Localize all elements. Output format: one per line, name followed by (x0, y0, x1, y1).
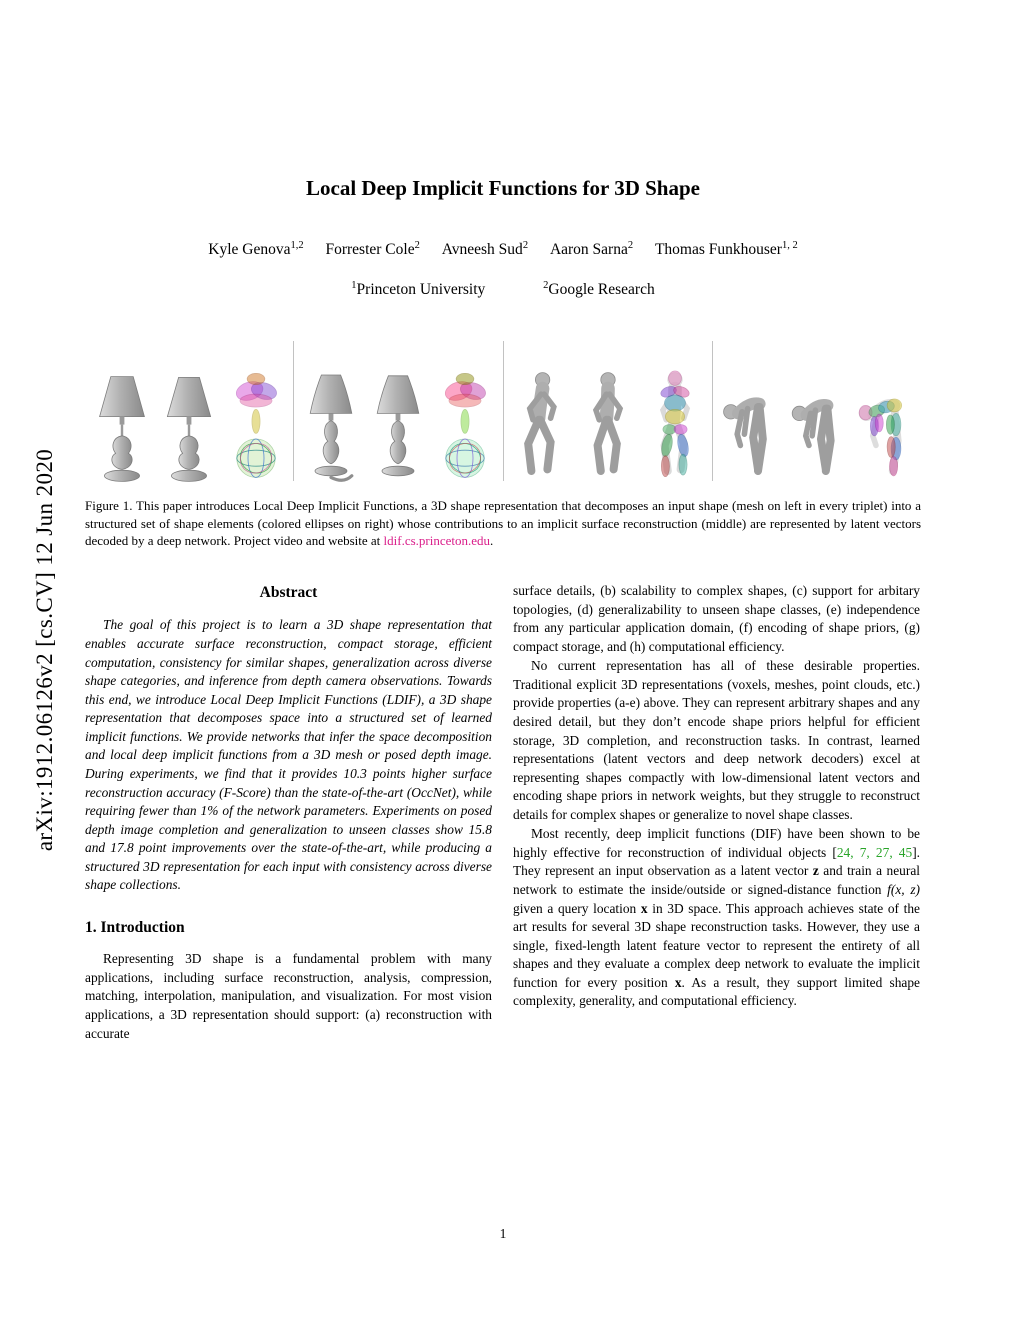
authors-line (85, 241, 921, 259)
affiliation: $^2$Google Research (543, 279, 655, 298)
lamp-input-render (299, 339, 363, 487)
abstract-text: The goal of this project is to learn a 3D shape representation that enables accurate surface reconstruction, compact storage, efficient computation, consistency for similar shapes, generalization across diverse shape categories, and inference from depth camera observations. Towards this end, we introduce Local Deep Implicit Functions (LDIF), a 3D shape representation that decomposes space into a structured set of learned implicit functions. We provide networks that infer the space decomposition and local deep implicit functions from a 3D mesh or posed depth image. During experiments, we find that it provides 10.3 points higher surface reconstruction accuracy (F-Score) than the state-of-the-art (OccNet), while requiring fewer than 1% of the network parameters. Experiments on posed depth image completion and generalization to unseen classes show 15.8 and 17.8 point improvements over the state-of-the-art, while producing a structured 3D representation for each input with consistency across diverse shape collections. (85, 617, 492, 893)
figure-triplet-human-2 (713, 335, 921, 487)
author: Forrester Cole$^2$ (325, 239, 420, 258)
lamp-shape-elements-render (224, 339, 288, 487)
project-website-link[interactable]: ldif.cs.princeton.edu (383, 533, 491, 549)
author: Avneesh Sud$^2$ (441, 239, 529, 258)
author: Kyle Genova$^{1,2}$ (208, 239, 304, 258)
paper-title: Local Deep Implicit Functions for 3D Shape (306, 176, 700, 200)
citation-links[interactable]: 24, 7, 27, 45 (836, 844, 913, 860)
math-vector-x: x (674, 974, 682, 990)
two-column-body (85, 582, 921, 1043)
figure-caption: Figure 1. This paper introduces Local Deep Implicit Functions, a 3D shape representation that decomposes an input shape (mesh on left in every triplet) into a structured set of shape elements (colored ellipses on right) whose contributions to an implicit surface reconstruction (middle) are represented by latent vectors decoded by a deep network. Project video and website at ldif.cs.princeton.edu. (85, 498, 921, 549)
human-input-render (718, 339, 782, 487)
author-superscript: 2 (627, 239, 634, 251)
math-vector-z: z (812, 863, 819, 879)
human-shape-elements-render (852, 339, 916, 487)
author-superscript: 1, 2 (781, 239, 798, 251)
figure-1 (85, 335, 921, 487)
figure-triplet-lamp-1 (85, 335, 293, 487)
math-function-f: f(x, z) (887, 882, 920, 898)
lamp-input-render (90, 339, 154, 487)
author-superscript: 2 (414, 239, 420, 251)
right-column (513, 582, 920, 1043)
paragraph-representations: No current representation has all of these desirable properties. Traditional explicit 3D representations (voxels, meshes, point clouds, etc.) provide properties (a-e) above. They can represent arbitrary shapes and any desired detail, but they don’t encode shape priors helpful for efficient storage, 3D completion, and reconstruction tasks. In contrast, learned representations (latent vectors and deep network decoders) excel at representing shapes compactly with low-dimensional latent vectors and encoding shape priors in network weights, but they struggle to reconstruct details for complex shapes or generalize to novel shape classes. (513, 658, 920, 822)
lamp-shape-elements-render (433, 339, 497, 487)
human-reconstruction-render (785, 339, 849, 487)
affiliation: $^1$Princeton University (351, 279, 486, 298)
arxiv-stamp: arXiv:1912.06126v2 [cs.CV] 12 Jun 2020 (32, 448, 57, 852)
page-number: 1 (499, 1226, 507, 1241)
left-column (85, 582, 492, 1043)
paragraph-desired-properties: surface details, (b) scalability to complex shapes, (c) support for arbitary topologies, (d) generalizability to unseen shape classes, (e) independence from any particular application domain, (f) encoding of shape priors, (g) compact storage, and (h) computational efficiency. (513, 583, 920, 654)
lamp-reconstruction-render (157, 339, 221, 487)
author-superscript: 2 (522, 239, 529, 251)
figure-triplet-lamp-2 (294, 335, 502, 487)
author: Thomas Funkhouser$^{1, 2}$ (654, 239, 798, 258)
introduction-heading: 1. Introduction (85, 918, 185, 936)
author-superscript: 1,2 (290, 239, 304, 251)
author: Aaron Sarna$^2$ (549, 239, 634, 258)
introduction-paragraph: Representing 3D shape is a fundamental problem with many applications, including surface reconstruction, analysis, compression, matching, interpolation, manipulation, and visualization. For most vision applications, a 3D representation should support: (a) reconstruction with accurate (85, 951, 492, 1041)
figure-triplet-human-1 (504, 335, 712, 487)
lamp-reconstruction-render (366, 339, 430, 487)
math-vector-x: x (640, 900, 648, 916)
affiliations-line (85, 281, 921, 299)
human-input-render (509, 339, 573, 487)
paragraph-deep-implicit-functions: Most recently, deep implicit functions (DIF) have been shown to be highly effective for reconstruction of individual objects [24, 7, 27, 45]. They represent an input observation as a latent vector z and train a neural network to estimate the inside/outside or signed-distance function f(x, z) given a query location x in 3D space. This approach achieves state of the art results for several 3D shape reconstruction tasks. However, they use a single, fixed-length latent feature vector to represent the entirety of all shapes and they evaluate a complex deep network to evaluate the implicit function for every position x. As a result, they support limited shape complexity, generality, and computational efficiency. (513, 826, 921, 1009)
human-reconstruction-render (576, 339, 640, 487)
paper-body (85, 0, 921, 1043)
abstract-heading: Abstract (259, 584, 318, 602)
human-shape-elements-render (643, 339, 707, 487)
